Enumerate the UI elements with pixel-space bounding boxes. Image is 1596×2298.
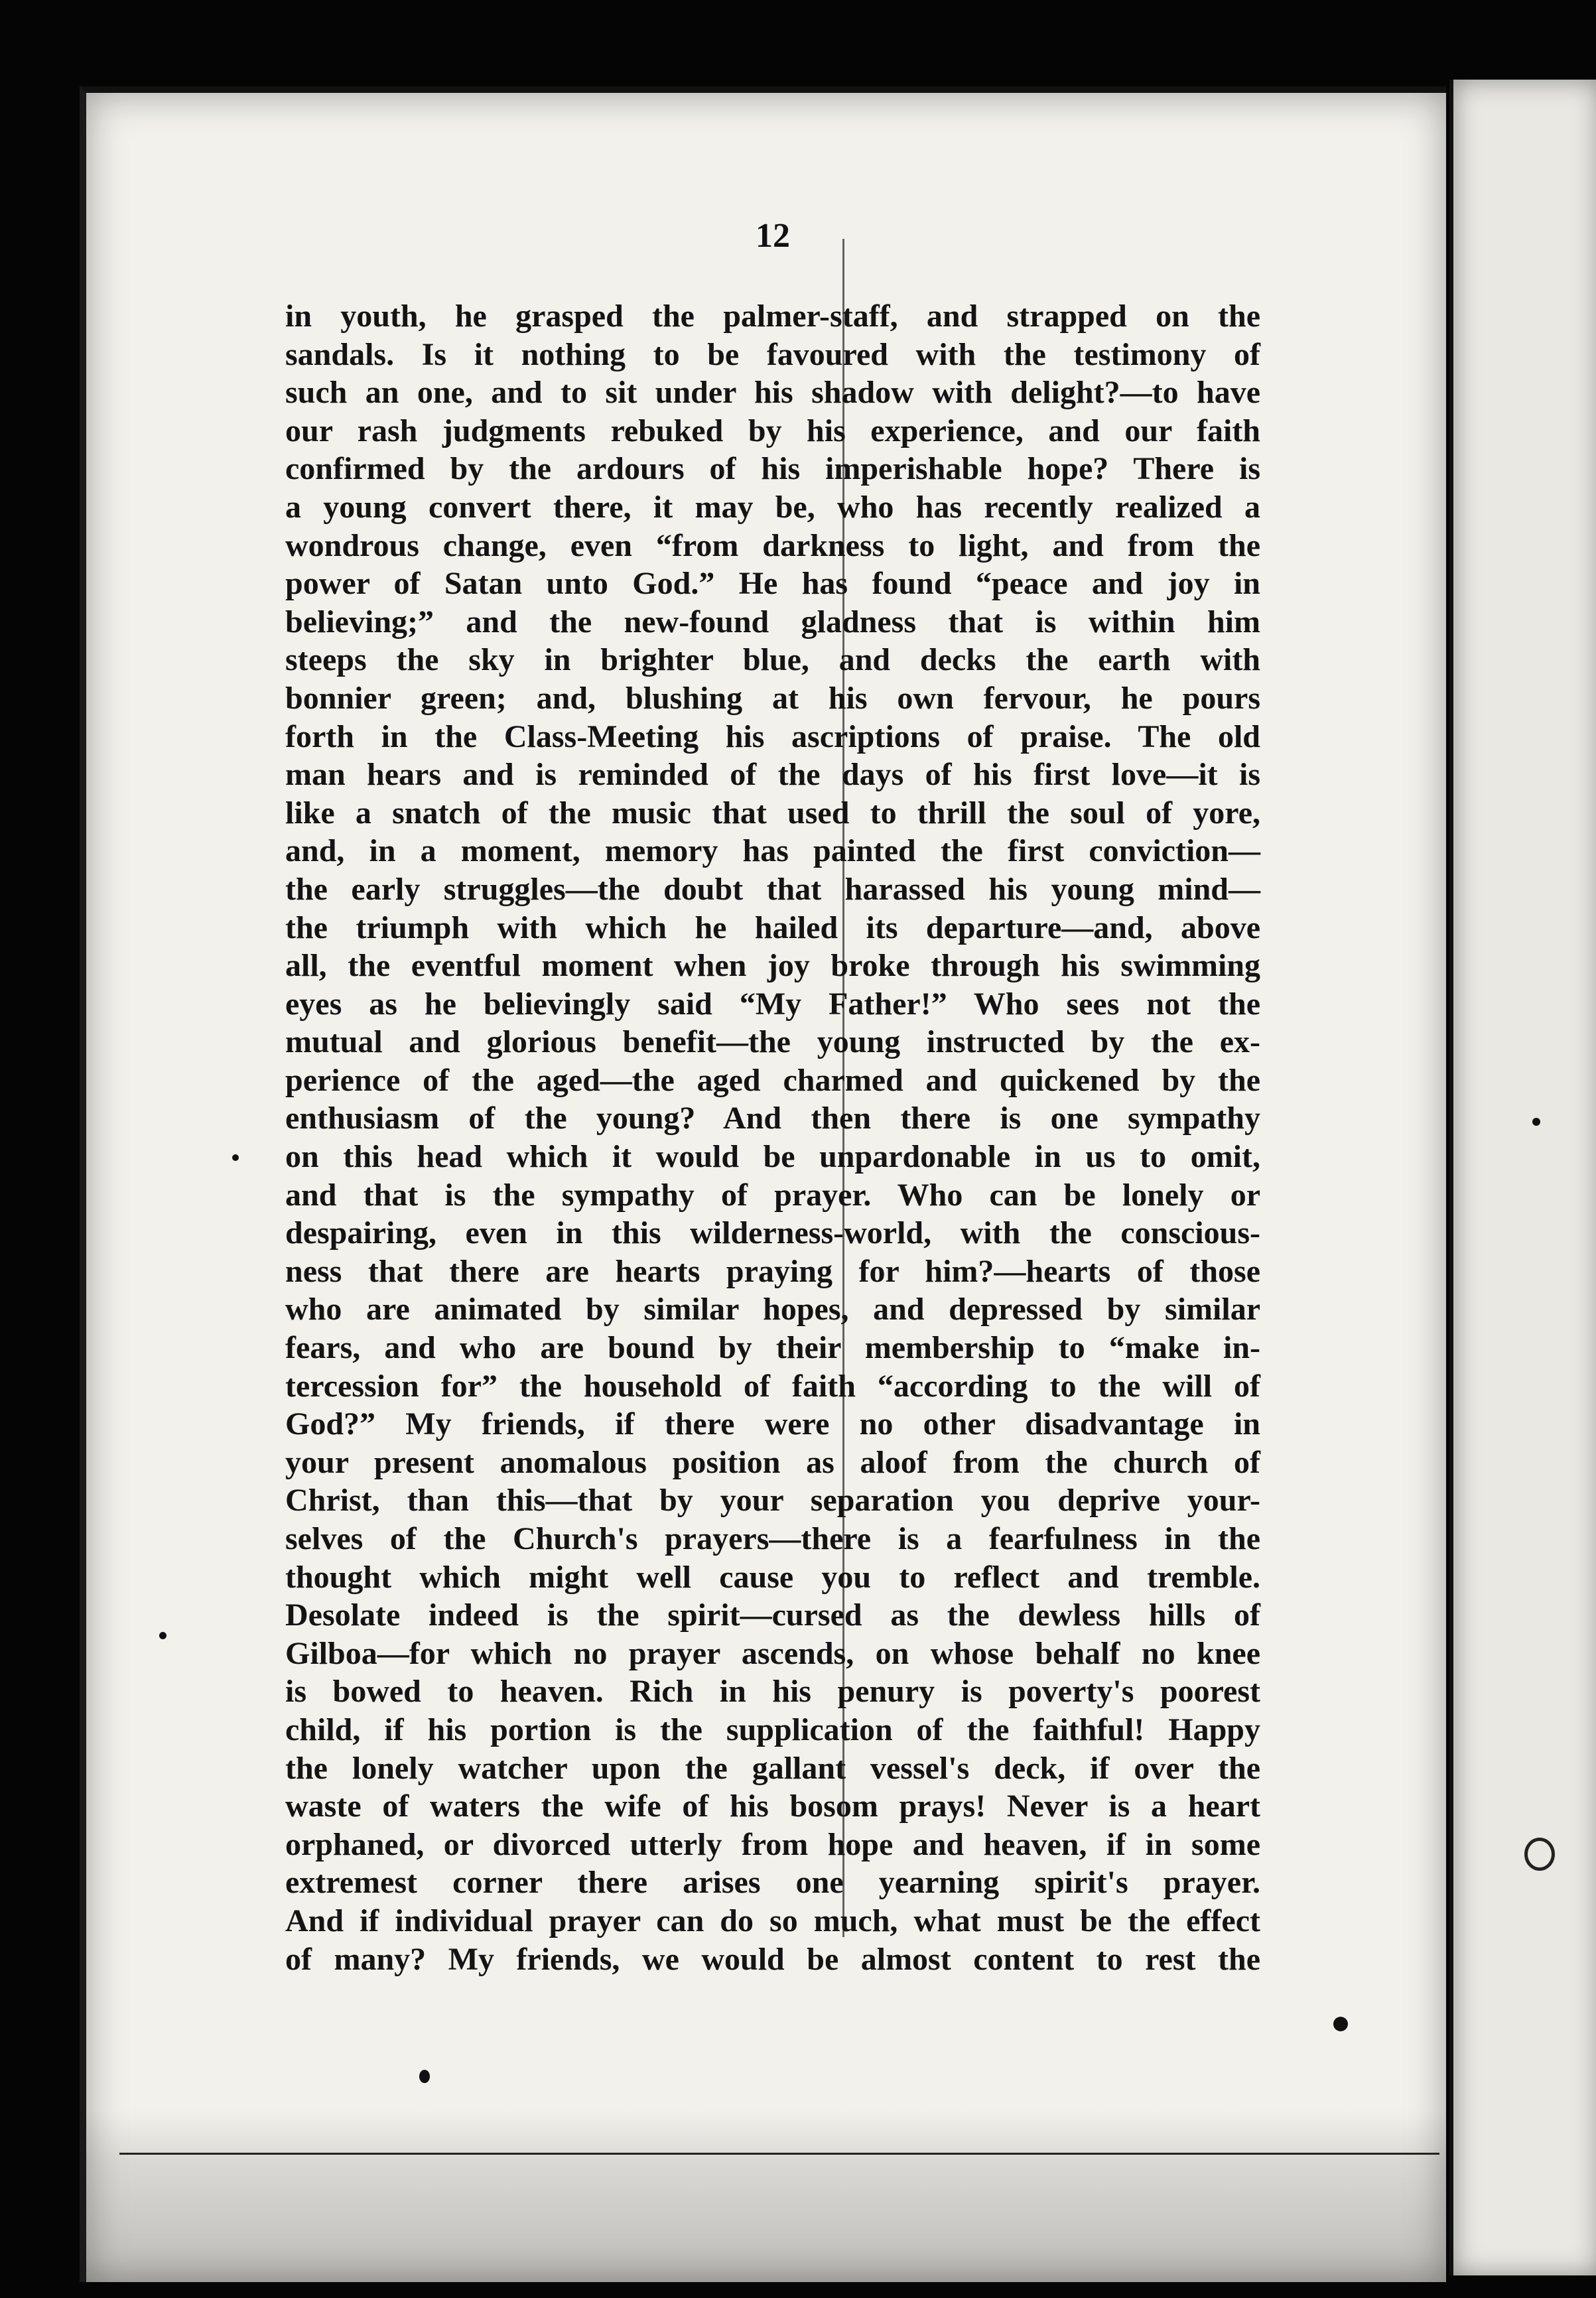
text-line: eyes as he believingly said “My Father!” Who sees not the bbox=[285, 986, 1260, 1022]
text-line: enthusiasm of the young? And then there is one sympathy bbox=[285, 1101, 1260, 1136]
text-line: in youth, he grasped the palmer-staff, and strapped on the bbox=[285, 299, 1260, 334]
text-line: all, the eventful moment when joy broke through his swimming bbox=[285, 948, 1260, 984]
text-line: thought which might well cause you to reflect and tremble. bbox=[285, 1559, 1260, 1595]
text-line: believing;” and the new-found gladness that is within him bbox=[285, 604, 1260, 640]
text-line: of many? My friends, we would be almost content to rest the bbox=[285, 1941, 1260, 1977]
text-line: like a snatch of the music that used to thrill the soul of yore, bbox=[285, 795, 1260, 831]
scan-speck bbox=[159, 1632, 166, 1639]
scan-speck bbox=[1532, 1118, 1540, 1126]
text-line: waste of waters the wife of his bosom prays! Never is a heart bbox=[285, 1789, 1260, 1824]
scan-speck bbox=[1333, 2017, 1348, 2031]
text-line: on this head which it would be unpardonable in us to omit, bbox=[285, 1139, 1260, 1175]
text-line: power of Satan unto God.” He has found “peace and joy in bbox=[285, 566, 1260, 602]
text-line: perience of the aged—the aged charmed and quickened by the bbox=[285, 1062, 1260, 1098]
text-line: mutual and glorious benefit—the young instructed by the ex- bbox=[285, 1024, 1260, 1060]
text-line: ness that there are hearts praying for him?—hearts of those bbox=[285, 1253, 1260, 1289]
text-line: our rash judgments rebuked by his experience, and our faith bbox=[285, 413, 1260, 448]
text-line: and, in a moment, memory has painted the first conviction— bbox=[285, 833, 1260, 869]
text-line: the early struggles—the doubt that harassed his young mind— bbox=[285, 871, 1260, 907]
scan-speck bbox=[419, 2070, 430, 2083]
text-line: bonnier green; and, blushing at his own fervour, he pours bbox=[285, 680, 1260, 716]
text-line: selves of the Church's prayers—there is a fearfulness in the bbox=[285, 1521, 1260, 1556]
text-line: tercession for” the household of faith “according to the will of bbox=[285, 1368, 1260, 1404]
scan-speck bbox=[1524, 1838, 1555, 1871]
text-line: despairing, even in this wilderness-world, with the conscious- bbox=[285, 1215, 1260, 1251]
text-line: Christ, than this—that by your separation you deprive your- bbox=[285, 1483, 1260, 1519]
text-line: who are animated by similar hopes, and depressed by similar bbox=[285, 1292, 1260, 1327]
body-text bbox=[285, 297, 1260, 1978]
text-line: your present anomalous position as aloof from the church of bbox=[285, 1444, 1260, 1480]
scan-speck bbox=[232, 1154, 239, 1161]
text-line: Gilboa—for which no prayer ascends, on whose behalf no knee bbox=[285, 1635, 1260, 1671]
text-line: Desolate indeed is the spirit—cursed as the dewless hills of bbox=[285, 1597, 1260, 1633]
text-line: man hears and is reminded of the days of his first love—it is bbox=[285, 757, 1260, 793]
text-line: fears, and who are bound by their membership to “make in- bbox=[285, 1330, 1260, 1366]
text-line: is bowed to heaven. Rich in his penury is poverty's poorest bbox=[285, 1674, 1260, 1710]
text-line: sandals. Is it nothing to be favoured with the testimony of bbox=[285, 336, 1260, 372]
facing-page-edge bbox=[1449, 80, 1596, 2275]
text-line: steeps the sky in brighter blue, and decks the earth with bbox=[285, 642, 1260, 678]
text-line: And if individual prayer can do so much, what must be the effect bbox=[285, 1903, 1260, 1938]
text-line: a young convert there, it may be, who has recently realized a bbox=[285, 489, 1260, 525]
text-line: such an one, and to sit under his shadow with delight?—to have bbox=[285, 375, 1260, 411]
page-number: 12 bbox=[756, 217, 790, 255]
text-line: wondrous change, even “from darkness to light, and from the bbox=[285, 527, 1260, 563]
text-line: and that is the sympathy of prayer. Who can be lonely or bbox=[285, 1177, 1260, 1213]
text-line: the triumph with which he hailed its departure—and, above bbox=[285, 910, 1260, 945]
page-bottom-rule bbox=[119, 2153, 1439, 2155]
text-line: the lonely watcher upon the gallant vessel's deck, if over the bbox=[285, 1750, 1260, 1786]
text-line: extremest corner there arises one yearning spirit's prayer. bbox=[285, 1865, 1260, 1901]
text-line: forth in the Class-Meeting his ascriptions of praise. The old bbox=[285, 718, 1260, 754]
text-line: God?” My friends, if there were no other disadvantage in bbox=[285, 1406, 1260, 1442]
text-line: child, if his portion is the supplication of the faithful! Happy bbox=[285, 1712, 1260, 1747]
text-line: orphaned, or divorced utterly from hope and heaven, if in some bbox=[285, 1826, 1260, 1862]
text-line: confirmed by the ardours of his imperishable hope? There is bbox=[285, 451, 1260, 487]
